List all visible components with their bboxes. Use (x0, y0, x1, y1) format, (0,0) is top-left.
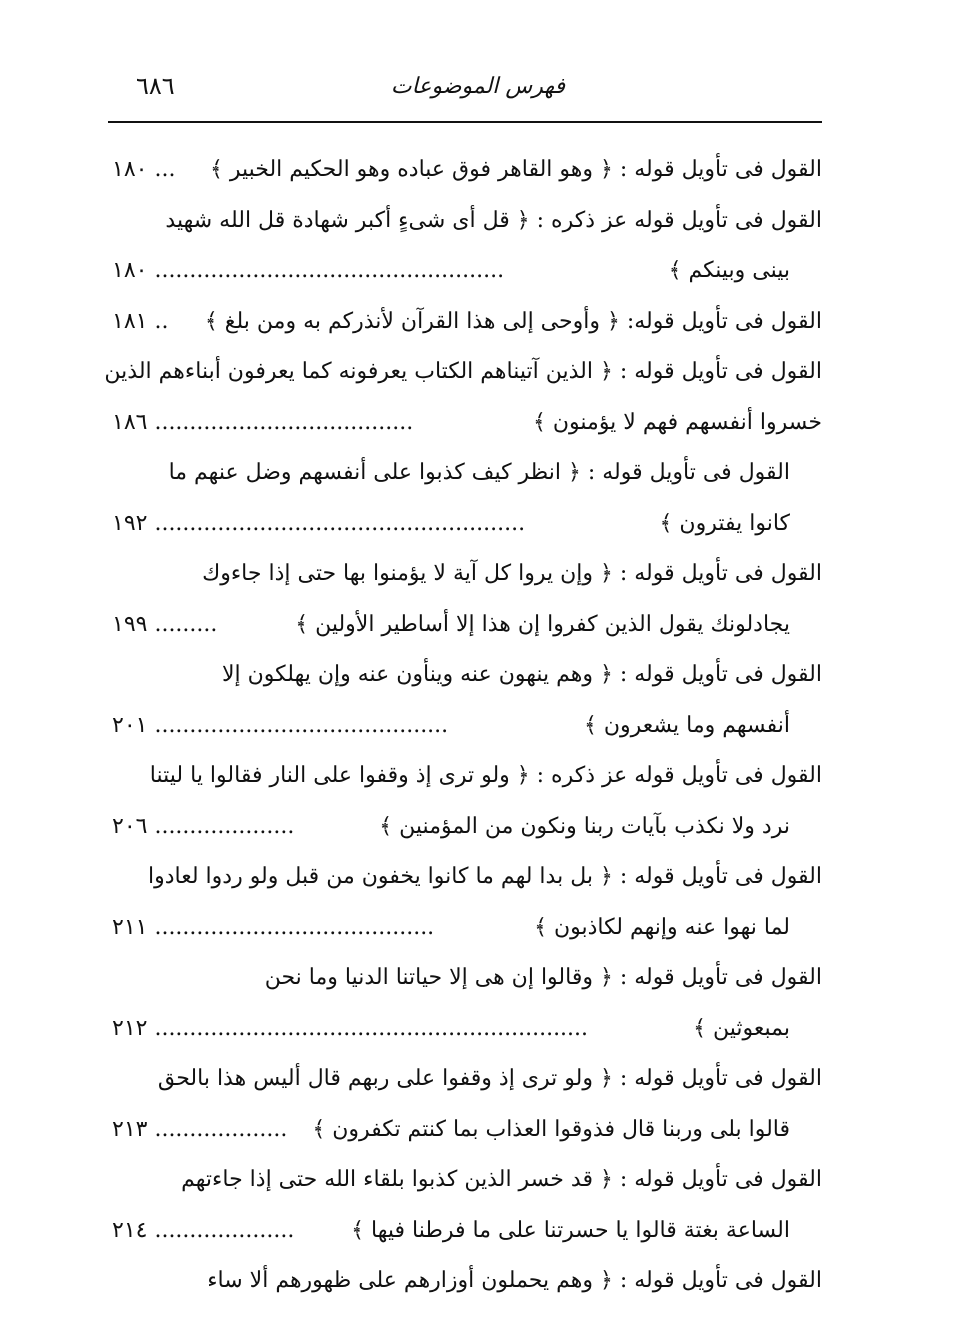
toc-entry-text: القول فى تأويل قوله : ﴿ وإن يروا كل آية لا يؤمنوا بها حتى إذا جاءوك (202, 561, 822, 586)
toc-entry (112, 958, 822, 1009)
toc-page-ref (112, 403, 413, 443)
toc-entry-text: أنفسهم وما يشعرون ﴾ (583, 712, 790, 738)
toc-entry-text: بمبعوثين ﴾ (693, 1015, 790, 1041)
header-title: فهرس الموضوعات (390, 74, 566, 99)
toc-entry (104, 352, 822, 403)
toc-entry (112, 302, 822, 353)
toc-page-number: ١٨٠ (112, 258, 148, 283)
toc-page-number: ٢١٤ (112, 1217, 148, 1243)
toc-page-ref (112, 150, 175, 190)
toc-leader-dots: .............................................................. (154, 1015, 589, 1041)
toc-leader-dots: ................... (154, 1116, 288, 1142)
toc-leader-dots: .......................................... (154, 712, 449, 738)
toc-leader-dots: .................... (154, 813, 295, 839)
table-of-contents (104, 150, 822, 1312)
toc-entry-text: القول فى تأويل قوله : ﴿ بل بدا لهم ما كانوا يخفون من قبل ولو ردوا لعادوا (148, 864, 822, 889)
toc-entry-text: القول فى تأويل قوله : ﴿ الذين آتيناهم الكتاب يعرفونه كما يعرفون أبناءهم الذين (104, 359, 822, 384)
toc-leader-dots: .................................................. (154, 258, 505, 283)
toc-entry-text: القول فى تأويل قوله عز ذكره : ﴿ ولو ترى إذ وقفوا على النار فقالوا يا ليتنا (149, 763, 822, 788)
toc-page-ref (112, 807, 294, 847)
toc-entry-continuation (112, 1009, 822, 1060)
toc-page-number: ٢١١ (112, 914, 148, 940)
toc-entry-text: كانوا يفترون ﴾ (659, 510, 790, 536)
toc-entry-text: قالوا بلى وربنا قال فذوقوا العذاب بما كنتم تكفرون ﴾ (312, 1116, 790, 1142)
toc-page-ref (112, 1110, 287, 1150)
toc-entry-continuation (112, 403, 822, 454)
toc-page-ref (112, 302, 168, 342)
header-rule (108, 121, 822, 123)
toc-page-number: ١٩٩ (112, 611, 148, 637)
toc-entry-continuation (112, 908, 822, 959)
toc-entry-text: القول فى تأويل قوله : ﴿ وهم يحملون أوزارهم على ظهورهم ألا ساء (207, 1268, 822, 1293)
toc-page-ref (112, 251, 504, 291)
toc-entry-continuation (112, 605, 822, 656)
toc-entry (112, 857, 822, 908)
toc-entry (112, 1261, 822, 1312)
toc-page-ref (112, 1009, 588, 1049)
toc-entry (112, 201, 822, 252)
toc-page-number: ١٨٠ (112, 157, 148, 182)
toc-page-ref (112, 1211, 294, 1251)
toc-entry-text: نرد ولا نكذب بآيات ربنا ونكون من المؤمنين ﴾ (379, 813, 790, 839)
toc-entry (112, 1059, 822, 1110)
toc-entry-text: القول فى تأويل قوله : ﴿ وهم ينهون عنه وينأون عنه وإن يهلكون إلا (221, 662, 822, 687)
toc-entry-text: بينى وبينكم ﴾ (668, 258, 790, 283)
toc-entry-text: القول فى تأويل قوله : ﴿ انظر كيف كذبوا على أنفسهم وضل عنهم ما (168, 460, 790, 485)
toc-leader-dots: ..................................... (154, 409, 414, 435)
toc-entry (112, 1160, 822, 1211)
toc-entry (112, 554, 822, 605)
toc-entry-continuation (112, 504, 822, 555)
toc-page-number: ١٨٦ (112, 409, 148, 435)
page-number: ٦٨٦ (136, 72, 175, 100)
toc-leader-dots: ......... (154, 611, 218, 637)
toc-entry (112, 655, 822, 706)
toc-page-ref (112, 706, 448, 746)
toc-entry-text: القول فى تأويل قوله عز ذكره : ﴿ قل أى شىءٍ أكبر شهادة قل الله شهيد (165, 207, 822, 233)
toc-entry-continuation (112, 1110, 822, 1161)
toc-page-number: ٢٠٦ (112, 813, 148, 839)
toc-leader-dots: ..................................................... (154, 510, 526, 536)
toc-entry-text: لما نهوا عنه وإنهم لكاذبون ﴾ (534, 914, 790, 940)
toc-page-number: ٢١٢ (112, 1015, 148, 1041)
toc-page-number: ٢١٣ (112, 1116, 148, 1142)
toc-entry-continuation (112, 706, 822, 757)
toc-page-number: ١٩٢ (112, 510, 148, 536)
toc-entry-text: يجادلونك يقول الذين كفروا إن هذا إلا أساطير الأولين ﴾ (295, 611, 790, 637)
toc-entry-text: القول فى تأويل قوله: ﴿ وأوحى إلى هذا القرآن لأنذركم به ومن بلغ ﴾ (204, 308, 822, 334)
toc-entry-continuation (112, 807, 822, 858)
toc-entry (112, 756, 822, 807)
toc-entry (112, 453, 822, 504)
toc-leader-dots: .. (154, 308, 169, 334)
toc-entry-text: خسروا أنفسهم فهم لا يؤمنون ﴾ (532, 409, 822, 435)
toc-leader-dots: .................... (154, 1217, 295, 1243)
toc-entry-text: القول فى تأويل قوله : ﴿ وهو القاهر فوق عباده وهو الحكيم الخبير ﴾ (209, 157, 822, 182)
toc-page-ref (112, 908, 434, 948)
toc-entry (112, 150, 822, 201)
toc-entry-text: القول فى تأويل قوله : ﴿ وقالوا إن هى إلا حياتنا الدنيا وما نحن (264, 965, 822, 990)
running-header (136, 72, 820, 106)
toc-page-ref (112, 605, 217, 645)
toc-page-number: ١٨١ (112, 308, 148, 334)
toc-leader-dots: ... (154, 157, 176, 182)
toc-page-number: ٢٠١ (112, 712, 148, 738)
toc-page-ref (112, 504, 525, 544)
toc-entry-text: الساعة بغتة قالوا يا حسرتنا على ما فرطنا فيها ﴾ (351, 1217, 790, 1243)
toc-entry-continuation (112, 251, 822, 302)
toc-entry-text: القول فى تأويل قوله : ﴿ قد خسر الذين كذبوا بلقاء الله حتى إذا جاءتهم (181, 1167, 822, 1192)
toc-entry-continuation (112, 1211, 822, 1262)
toc-entry-text: القول فى تأويل قوله : ﴿ ولو ترى إذ وقفوا على ربهم قال أليس هذا بالحق (157, 1066, 822, 1091)
toc-leader-dots: ........................................ (154, 914, 435, 940)
